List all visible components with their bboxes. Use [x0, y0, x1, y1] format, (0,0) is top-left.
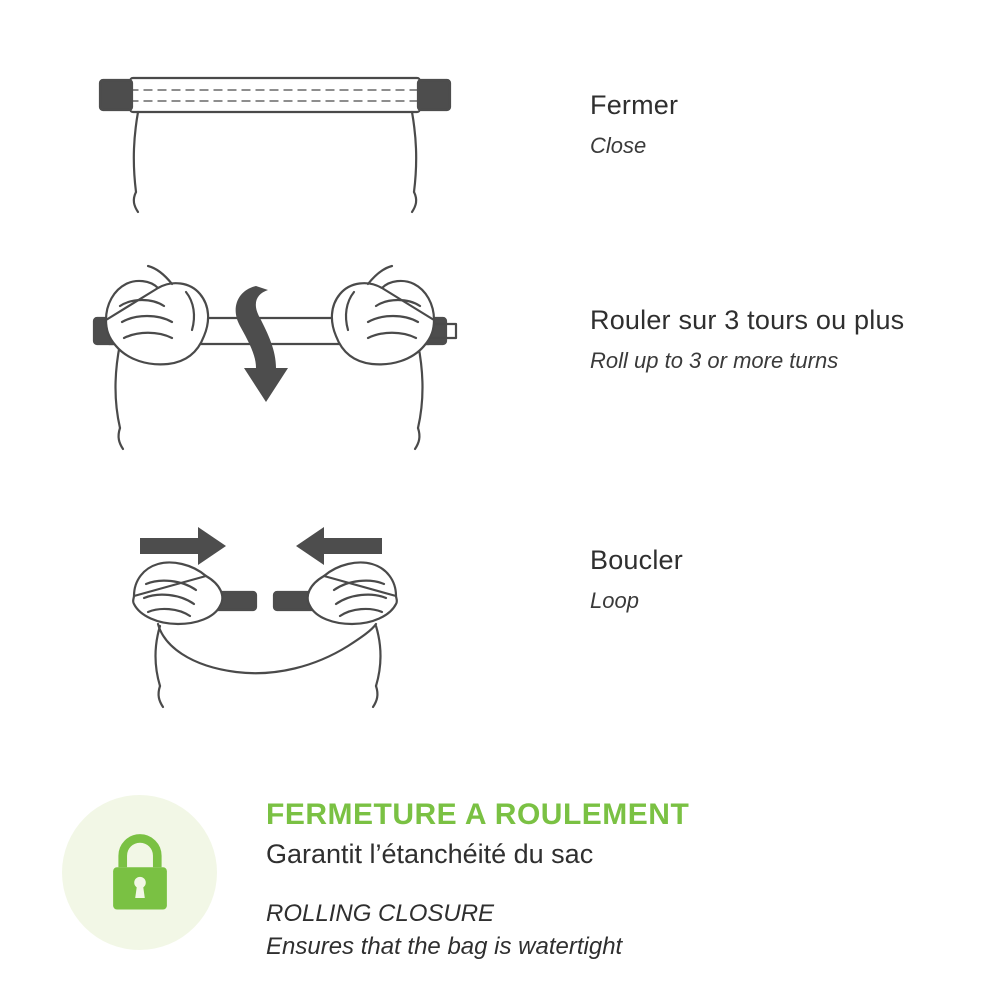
two-hands-rolling-icon — [60, 250, 480, 500]
step-title: Rouler sur 3 tours ou plus — [590, 305, 905, 335]
banner-subtitle-fr: Garantit l’étanchéité du sac — [266, 839, 594, 869]
rolled-bag-top-icon — [60, 20, 480, 270]
step-subtitle: Loop — [590, 588, 639, 614]
instruction-step-close — [0, 20, 1000, 270]
step-subtitle: Roll up to 3 or more turns — [590, 348, 839, 374]
feature-banner-text — [266, 798, 966, 962]
instruction-step-loop — [0, 500, 1000, 750]
banner-title-en: ROLLING CLOSURE — [266, 900, 495, 928]
padlock-icon — [92, 825, 188, 921]
feature-banner — [0, 770, 1000, 1000]
step-roll-text — [590, 305, 990, 373]
step-title: Boucler — [590, 545, 683, 575]
banner-title-fr: FERMETURE A ROULEMENT — [266, 798, 690, 831]
two-hands-buckling-icon — [60, 500, 480, 750]
instruction-step-roll — [0, 250, 1000, 500]
step-loop-text — [590, 545, 990, 613]
step-title: Fermer — [590, 90, 679, 120]
step-subtitle: Close — [590, 133, 647, 159]
step-close-text — [590, 90, 990, 158]
padlock-badge — [62, 795, 217, 950]
banner-subtitle-en: Ensures that the bag is watertight — [266, 932, 623, 960]
